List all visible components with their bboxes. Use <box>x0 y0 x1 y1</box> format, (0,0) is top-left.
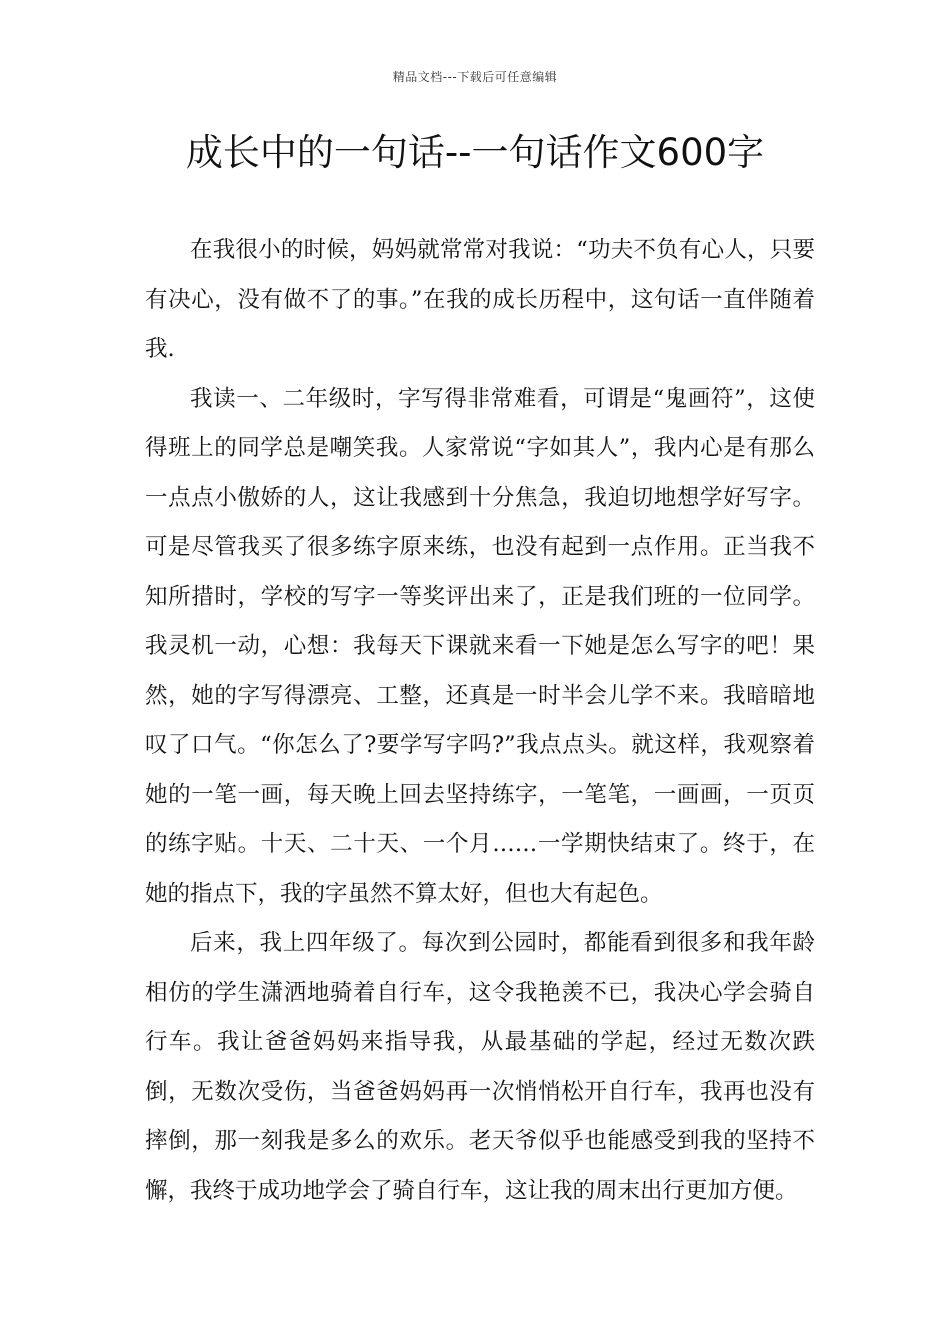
paragraph-1: 在我很小的时候，妈妈就常常对我说：“功夫不负有心人，只要有决心，没有做不了的事。”在我的成长历程中，这句话一直伴随着我. <box>145 237 815 362</box>
document-body <box>145 226 815 1216</box>
paragraph-2: 我读一、二年级时，字写得非常难看，可谓是“鬼画符”，这使得班上的同学总是嘲笑我。人家常说“字如其人”，我内心是有那么一点点小傲娇的人，这让我感到十分焦急，我迫切地想学好写字。可是尽管我买了很多练字原来练，也没有起到一点作用。正当我不知所措时，学校的写字一等奖评出来了，正是我们班的一位同学。我灵机一动，心想：我每天下课就来看一下她是怎么写字的吧！果然，她的字写得漂亮、工整，还真是一时半会儿学不来。我暗暗地叹了口气。“你怎么了?要学写字吗?”我点点头。就这样，我观察着她的一笔一画，每天晚上回去坚持练字，一笔笔，一画画，一页页的练字贴。十天、二十天、一个月……一学期快结束了。终于，在她的指点下，我的字虽然不算太好，但也大有起色。 <box>145 385 815 907</box>
document-title: 成长中的一句话--一句话作文600字 <box>185 131 765 174</box>
paragraph-3: 后来，我上四年级了。每次到公园时，都能看到很多和我年龄相仿的学生潇洒地骑着自行车，这令我艳羡不已，我决心学会骑自行车。我让爸爸妈妈来指导我，从最基础的学起，经过无数次跌倒，无数次受伤，当爸爸妈妈再一次悄悄松开自行车，我再也没有摔倒，那一刻我是多么的欢乐。老天爷似乎也能感受到我的坚持不懈，我终于成功地学会了骑自行车，这让我的周末出行更加方便。 <box>145 930 815 1204</box>
header-note: 精品文档---下载后可任意编辑 <box>392 70 558 84</box>
